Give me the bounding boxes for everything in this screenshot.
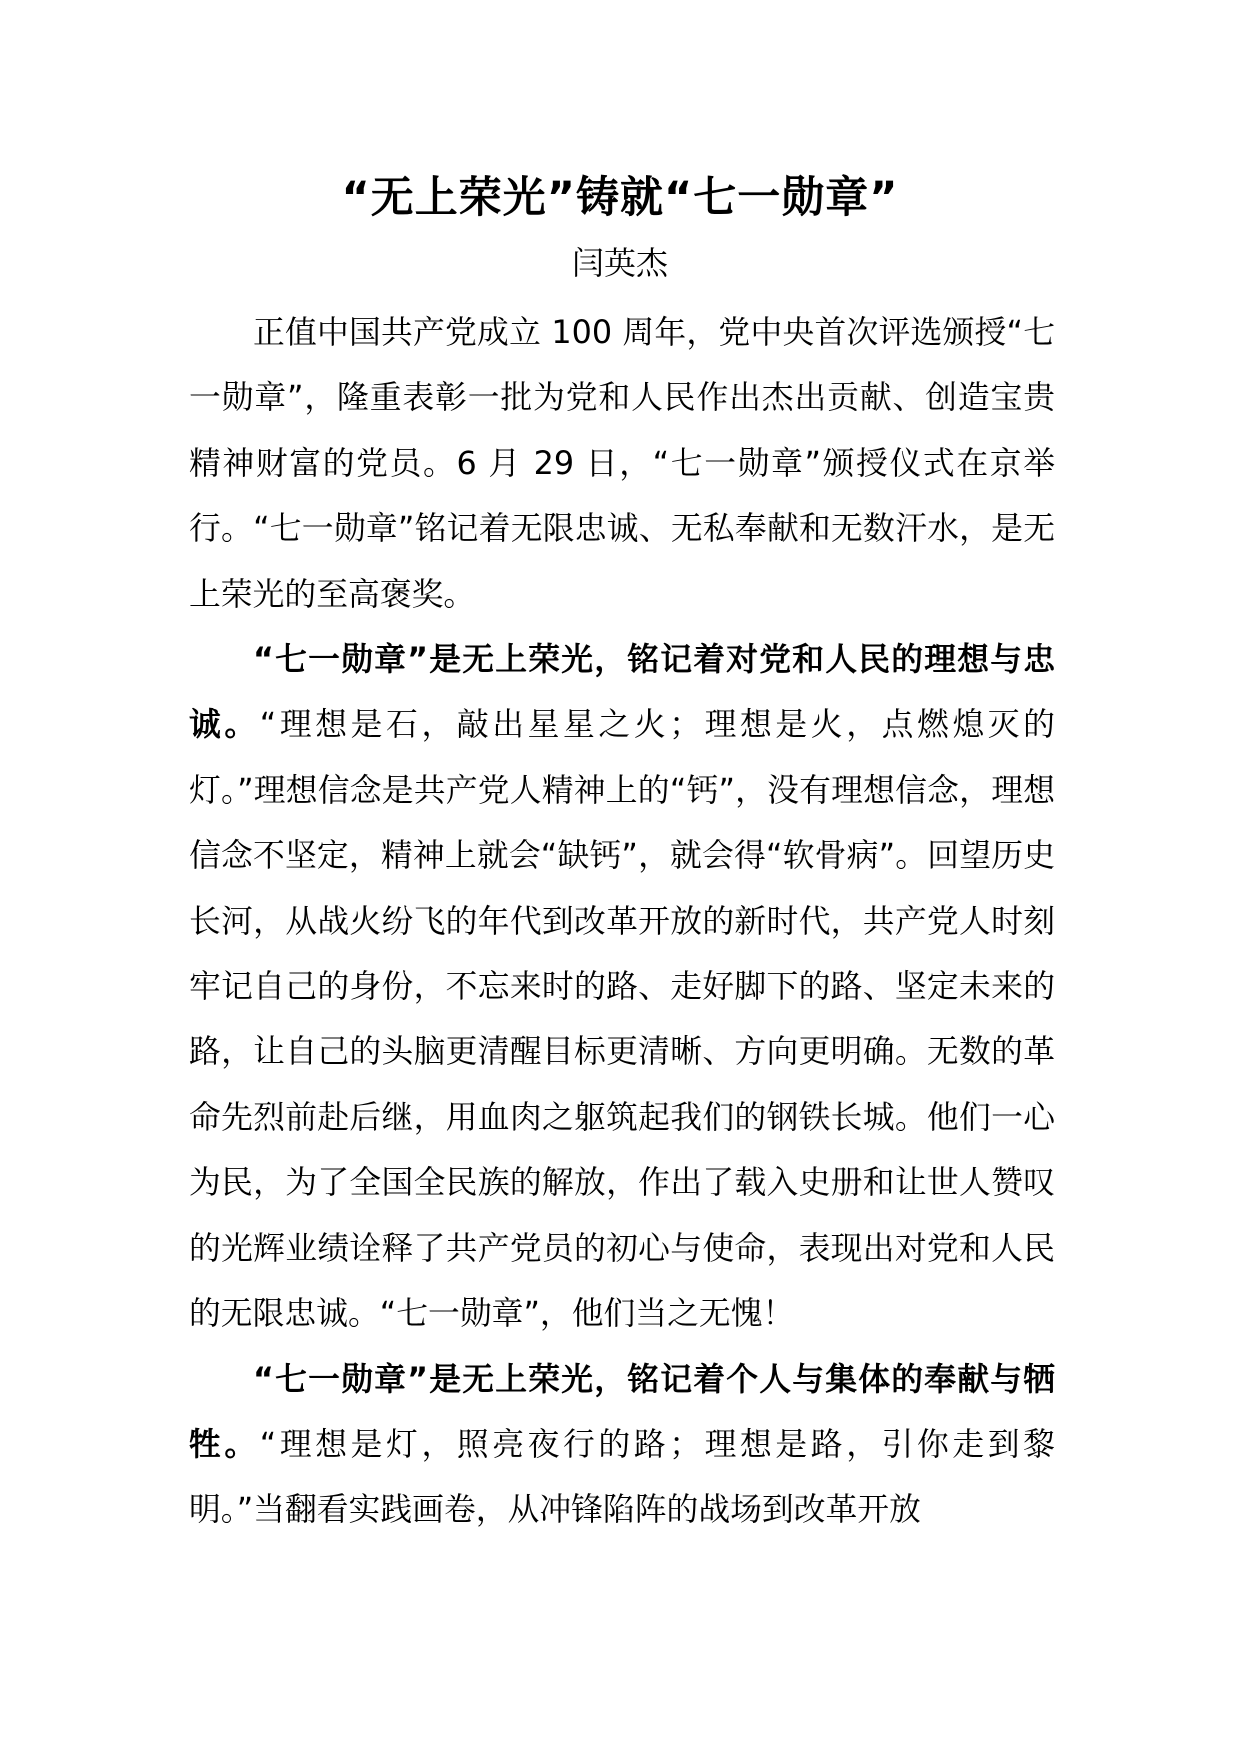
document-author: 闫英杰 bbox=[571, 244, 668, 282]
paragraph-loyalty bbox=[189, 627, 1055, 1346]
paragraph-text: “理想是石，敲出星星之火；理想是火，点燃熄灭的灯。”理想信念是共产党人精神上的“钙”，没有理想信念，理想信念不坚定，精神上就会“缺钙”，就会得“软骨病”。回望历史长河，从战火纷飞的年代到改革开放的新时代，共产党人时刻牢记自己的身份，不忘来时的路、走好脚下的路、坚定未来的路，让自己的头脑更清醒目标更清晰、方向更明确。无数的革命先烈前赴后继，用血肉之躯筑起我们的钢铁长城。他们一心为民，为了全国全民族的解放，作出了载入史册和让世人赞叹的光辉业绩诠释了共产党员的初心与使命，表现出对党和人民的无限忠诚。“七一勋章”，他们当之无愧！ bbox=[189, 706, 1055, 1333]
document-title: “无上荣光”铸就“七一勋章” bbox=[341, 173, 899, 223]
document-body bbox=[189, 300, 1055, 1543]
paragraph-text: 正值中国共产党成立 100 周年，党中央首次评选颁授“七一勋章”，隆重表彰一批为党和人民作出杰出贡献、创造宝贵精神财富的党员。6 月 29 日，“七一勋章”颁授仪式在京举行。“七一勋章”铭记着无限忠诚、无私奉献和无数汗水，是无上荣光的至高褒奖。 bbox=[189, 314, 1055, 613]
paragraph-sacrifice bbox=[189, 1347, 1055, 1543]
paragraph-lead: “七一勋章”是无上荣光，铭记着对党和人民的理想与忠诚。 bbox=[189, 641, 1055, 744]
paragraph-intro bbox=[189, 300, 1055, 627]
paragraph-text: “理想是灯，照亮夜行的路；理想是路，引你走到黎明。”当翻看实践画卷，从冲锋陷阵的战场到改革开放 bbox=[189, 1425, 1055, 1529]
paragraph-lead: “七一勋章”是无上荣光，铭记着个人与集体的奉献与牺牲。 bbox=[189, 1360, 1055, 1463]
